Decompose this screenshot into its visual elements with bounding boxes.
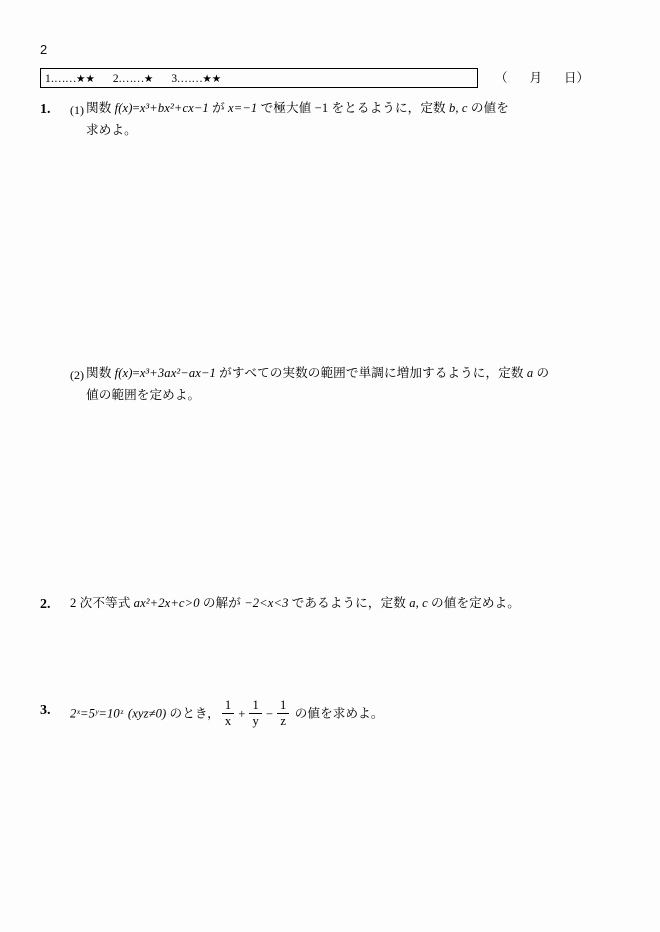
date-paren-open: （ bbox=[495, 71, 508, 85]
header-row bbox=[40, 68, 620, 90]
p2-text-d: の値を定めよ。 bbox=[427, 596, 520, 610]
difficulty-dots-2: …… bbox=[121, 73, 144, 85]
p1b-expression: x³+3ax²−ax−1 bbox=[139, 366, 216, 380]
problem-1-part-1-label: (1) bbox=[70, 103, 84, 117]
p1b-constants: a bbox=[526, 366, 534, 380]
p1a-text-b: が bbox=[208, 101, 229, 115]
p1a-function: f(x) bbox=[114, 101, 133, 115]
p2-solution: −2<x<3 bbox=[244, 596, 289, 610]
problem-1-part-2-label: (2) bbox=[70, 368, 84, 382]
p1a-expression: x³+bx²+cx−1 bbox=[139, 101, 209, 115]
date-month-label: 月 bbox=[529, 71, 543, 85]
problem-1 bbox=[40, 99, 620, 140]
date-day-label: 日 bbox=[564, 71, 577, 85]
p2-inequality: ax²+2x+c>0 bbox=[133, 596, 200, 610]
p2-text-a: 2 次不等式 bbox=[70, 596, 134, 610]
p3-operator-1: + bbox=[238, 706, 246, 721]
p3-fraction-1-denominator: x bbox=[222, 713, 234, 728]
difficulty-label-1: 1. bbox=[45, 73, 55, 85]
p1a-constants: b, c bbox=[448, 101, 468, 115]
difficulty-label-2: 2. bbox=[112, 73, 122, 85]
difficulty-item-1 bbox=[45, 70, 95, 89]
p2-constants: a, c bbox=[409, 596, 428, 610]
problem-3-text bbox=[70, 700, 620, 729]
p3-paren-condition: (xyz≠0) bbox=[127, 706, 167, 721]
problem-1-part-1-line-2: 求めよ。 bbox=[86, 122, 137, 137]
problem-2-text bbox=[70, 594, 620, 614]
difficulty-stars-1: ★★ bbox=[76, 74, 95, 85]
difficulty-label-3: 3. bbox=[171, 73, 181, 85]
problem-1-number: 1. bbox=[40, 102, 51, 117]
p3-fraction-2 bbox=[249, 699, 261, 728]
p2-text-c: であるように，定数 bbox=[288, 596, 410, 610]
p3-operator-2: − bbox=[265, 706, 274, 721]
p3-equation: 2ˣ=5ʸ=10ᶻ bbox=[70, 706, 123, 721]
p3-fraction-1 bbox=[222, 699, 234, 728]
date-field bbox=[495, 68, 589, 88]
p1a-text-a: 関数 bbox=[86, 101, 115, 115]
problem-1-part-2-line-1 bbox=[86, 364, 620, 384]
difficulty-stars-3: ★★ bbox=[202, 74, 222, 85]
p1a-equals: = bbox=[132, 101, 140, 115]
date-paren-close: ） bbox=[576, 71, 590, 85]
p3-fraction-3 bbox=[277, 699, 289, 728]
p3-fraction-3-denominator: z bbox=[277, 713, 289, 728]
problem-2-number: 2. bbox=[40, 597, 51, 612]
p1a-text-c: で極大値 bbox=[257, 101, 315, 115]
problem-3 bbox=[40, 700, 620, 729]
problem-3-number: 3. bbox=[40, 703, 51, 718]
p1a-value: −1 bbox=[314, 101, 329, 115]
problem-1-part-2-line-2: 値の範囲を定めよ。 bbox=[86, 387, 201, 402]
p3-fraction-3-numerator: 1 bbox=[280, 698, 287, 712]
difficulty-item-3 bbox=[171, 70, 221, 89]
difficulty-item-2 bbox=[113, 70, 153, 89]
p1b-equals: = bbox=[132, 366, 140, 380]
problem-1-part-2 bbox=[40, 364, 620, 405]
p1a-condition: x=−1 bbox=[228, 101, 258, 115]
page-number: 2 bbox=[40, 42, 48, 57]
p2-text-b: の解が bbox=[199, 596, 245, 610]
p1b-function: f(x) bbox=[114, 366, 133, 380]
difficulty-dots-3: …… bbox=[180, 73, 203, 85]
difficulty-box bbox=[40, 68, 478, 88]
p1b-text-b: がすべての実数の範囲で単調に増加するように，定数 bbox=[215, 366, 527, 380]
difficulty-list bbox=[45, 70, 475, 88]
p3-text-a: のとき， bbox=[166, 706, 220, 721]
problem-1-part-1-line-1 bbox=[86, 99, 620, 119]
difficulty-stars-2: ★ bbox=[143, 74, 154, 85]
p3-text-b: の値を求めよ。 bbox=[291, 706, 384, 721]
p3-fraction-2-numerator: 1 bbox=[252, 698, 259, 712]
p1a-text-d: をとるように，定数 bbox=[328, 101, 449, 115]
p1b-text-a: 関数 bbox=[86, 366, 115, 380]
p1a-text-e: の値を bbox=[467, 101, 509, 115]
problem-2 bbox=[40, 594, 620, 614]
p3-fraction-1-numerator: 1 bbox=[224, 698, 232, 712]
difficulty-dots-1: …… bbox=[54, 73, 77, 85]
p1b-text-c: の bbox=[533, 366, 550, 380]
p3-fraction-2-denominator: y bbox=[249, 713, 261, 728]
